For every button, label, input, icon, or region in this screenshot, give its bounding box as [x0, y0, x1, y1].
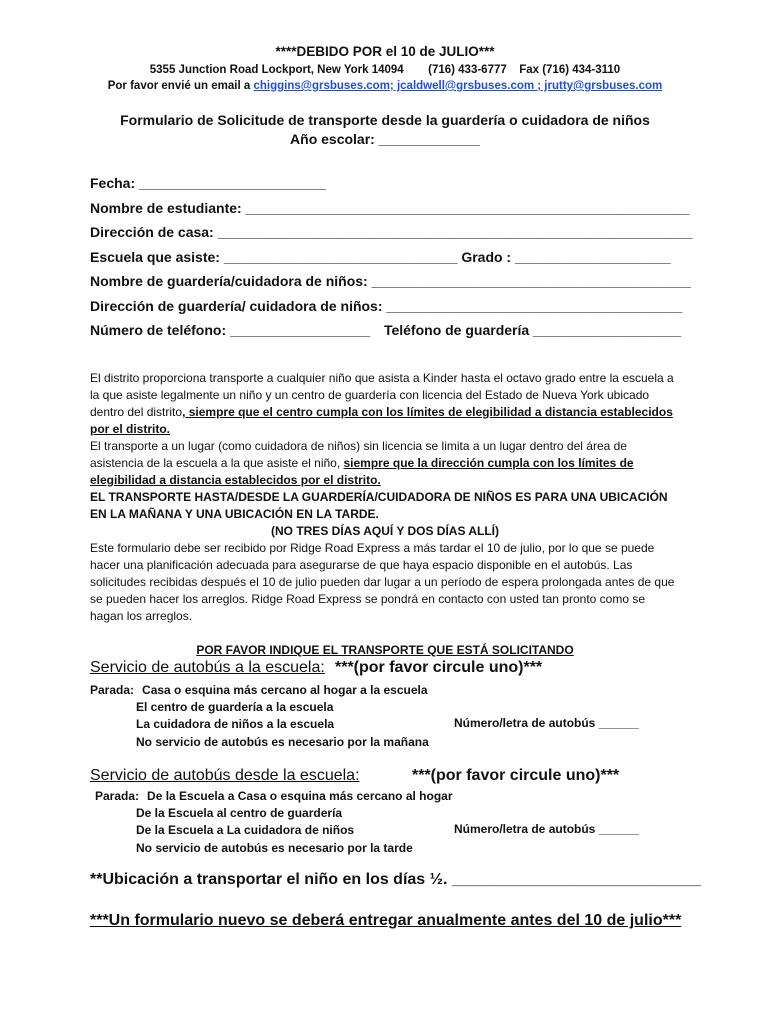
daycare-address-field[interactable]: Dirección de guardería/ cuidadora de niños: ______________________________________ [90, 297, 683, 314]
annual-form-notice: ***Un formulario nuevo se deberá entregar anualmente antes del 10 de julio*** [90, 912, 682, 929]
from-school-bus-number-field[interactable]: Número/letra de autobús ______ [454, 822, 639, 836]
half-day-location-field[interactable]: **Ubicación a transportar el niño en los días ½. ____________________________ [90, 871, 702, 888]
email-links[interactable]: chiggins@grsbuses.com; jcaldwell@grsbuses.com ; jrutty@grsbuses.com [253, 80, 663, 92]
school-year-field[interactable]: Año escolar: _____________ [290, 131, 480, 147]
stop-label: Parada: [95, 789, 140, 803]
to-school-circle-note: ***(por favor circule uno)*** [335, 659, 543, 676]
policy-text [90, 370, 680, 625]
paragraph-deadline: Este formulario debe ser recibido por Ridge Road Express a más tardar el 10 de julio, por lo que se puede hacer una planificación adecuada para asegurarse de que haya espacio disponible en el autobús. Las solicitudes recibidas después el 10 de julio pueden dar lugar a un período de espera prolongada antes de que se pueden hacer los arreglos. Ridge Road Express se pondrá en contacto con usted tan pronto como se hagan los arreglos. [90, 541, 675, 623]
home-address-field[interactable]: Dirección de casa: _____________________________________________________________ [90, 224, 693, 240]
paragraph-unlicensed: El transporte a un lugar (como cuidadora de niños) sin licencia se limita a un lugar dentro del área de asistencia de la escuela a la que asiste el niño, siempre que la dirección cumpla con los límites de elegibilidad a distancia establecidos por el distrito. [90, 439, 634, 487]
contact-line [0, 64, 770, 76]
option-school-to-babysitter[interactable]: De la Escuela a La cuidadora de niños [136, 823, 355, 838]
daycare-name-field[interactable]: Nombre de guardería/cuidadora de niños: _________________________________________ [90, 273, 691, 289]
option-school-to-daycare[interactable]: De la Escuela al centro de guardería [136, 806, 343, 821]
option-no-service-afternoon[interactable]: No servicio de autobús es necesario por la tarde [136, 840, 413, 855]
request-heading: POR FAVOR INDIQUE EL TRANSPORTE QUE ESTÁ SOLICITANDO [196, 643, 574, 657]
school-grade-field[interactable]: Escuela que asiste: ______________________________ Grado : ____________________ [90, 248, 671, 265]
to-school-bus-number-field[interactable]: Número/letra de autobús ______ [454, 716, 639, 730]
paragraph-not-split: (NO TRES DÍAS AQUÍ Y DOS DÍAS ALLÍ) [270, 524, 500, 538]
paragraph-licensed: El distrito proporciona transporte a cualquier niño que asista a Kinder hasta el octavo grado entre la escuela a la que asiste legalmente un niño y un centro de guardería con licencia del Estado de Nueva York ubicado dentro del distrito, siempre que el centro cumpla con los límites de elegibilidad a distancia establecidos por el distrito. [90, 371, 674, 436]
phone-number: (716) 433-6777 [428, 64, 507, 76]
email-prefix: Por favor envié un email a [107, 80, 251, 92]
address: 5355 Junction Road Lockport, New York 14094 [149, 64, 404, 76]
due-date-heading: ****DEBIDO POR el 10 de JULIO*** [275, 44, 495, 59]
form-fields [90, 174, 693, 346]
to-school-title: Servicio de autobús a la escuela: ***(por favor circule uno)*** [90, 659, 543, 676]
paragraph-one-location: EL TRANSPORTE HASTA/DESDE LA GUARDERÍA/CUIDADORA DE NIÑOS ES PARA UNA UBICACIÓN EN LA MAÑANA Y UNA UBICACIÓN EN LA TARDE. [90, 490, 668, 521]
email-line [0, 80, 770, 92]
student-name-field[interactable]: Nombre de estudiante: _________________________________________________________ [90, 199, 690, 216]
to-school-options [90, 682, 429, 751]
from-school-options [95, 788, 453, 857]
daycare-phone-field[interactable]: Teléfono de guardería ___________________ [383, 322, 681, 338]
stop-label: Parada: [90, 683, 135, 697]
option-school-to-home[interactable]: De la Escuela a Casa o esquina más cercano al hogar [147, 789, 453, 803]
option-babysitter-to-school[interactable]: La cuidadora de niños a la escuela [136, 717, 335, 732]
option-home-to-school[interactable]: Casa o esquina más cercano al hogar a la escuela [142, 683, 428, 697]
from-school-title: Servicio de autobús desde la escuela: ***(por favor circule uno)*** [90, 767, 620, 784]
fax-number: Fax (716) 434-3110 [519, 64, 621, 76]
from-school-circle-note: ***(por favor circule uno)*** [412, 767, 620, 784]
date-field[interactable]: Fecha: ________________________ [90, 175, 326, 191]
phone-fields [90, 321, 690, 346]
form-title: Formulario de Solicitude de transporte desde la guardería o cuidadora de niños [120, 112, 650, 128]
phone-field[interactable]: Número de teléfono: __________________ [90, 322, 371, 338]
option-no-service-morning[interactable]: No servicio de autobús es necesario por la mañana [136, 734, 429, 749]
option-daycare-to-school[interactable]: El centro de guardería a la escuela [136, 700, 334, 715]
